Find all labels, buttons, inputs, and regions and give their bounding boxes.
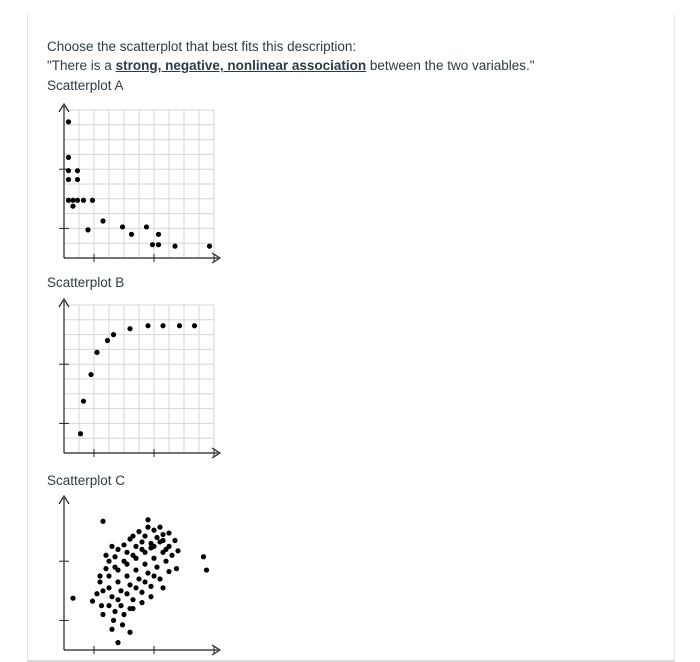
scatterplot-c[interactable]: [52, 495, 222, 660]
scatterplot-b[interactable]: [52, 295, 222, 465]
data-point: [129, 232, 134, 237]
data-point: [139, 600, 144, 605]
data-point: [142, 562, 147, 567]
data-point: [109, 627, 114, 632]
data-point: [157, 576, 162, 581]
data-point: [66, 155, 71, 160]
data-point: [169, 553, 174, 558]
data-point: [156, 242, 161, 247]
data-point: [154, 565, 159, 570]
question-prompt: Choose the scatterplot that best fits this description:: [47, 39, 357, 54]
data-point: [160, 323, 165, 328]
data-point: [175, 548, 180, 553]
data-point: [145, 517, 150, 522]
data-point: [100, 218, 105, 223]
data-point: [118, 603, 123, 608]
data-point: [97, 579, 102, 584]
data-point: [172, 538, 177, 543]
data-point: [192, 323, 197, 328]
data-point: [106, 585, 111, 590]
data-point: [124, 550, 129, 555]
data-point: [94, 591, 99, 596]
data-point: [163, 547, 168, 552]
data-point: [103, 566, 108, 571]
data-point: [121, 612, 126, 617]
data-point: [151, 556, 156, 561]
data-point: [151, 573, 156, 578]
data-point: [139, 547, 144, 552]
data-point: [75, 177, 80, 182]
data-point: [136, 576, 141, 581]
data-point: [115, 547, 120, 552]
data-point: [160, 538, 165, 543]
data-point: [127, 582, 132, 587]
data-point: [163, 559, 168, 564]
data-point: [70, 204, 75, 209]
data-point: [100, 519, 105, 524]
data-point: [139, 590, 144, 595]
data-point: [66, 198, 71, 203]
data-point: [109, 594, 114, 599]
data-point: [99, 603, 104, 608]
data-point: [145, 525, 150, 530]
data-point: [94, 350, 99, 355]
scatterplot-a[interactable]: [52, 100, 222, 270]
data-point: [160, 585, 165, 590]
description-suffix: between the two variables.": [366, 58, 535, 73]
data-point: [78, 431, 83, 436]
data-point: [172, 244, 177, 249]
data-point: [139, 539, 144, 544]
data-point: [112, 565, 117, 570]
option-label-b[interactable]: Scatterplot B: [47, 275, 125, 290]
data-point: [88, 372, 93, 377]
data-point: [133, 567, 138, 572]
data-point: [157, 525, 162, 530]
data-point: [115, 597, 120, 602]
data-point: [148, 584, 153, 589]
data-point: [100, 588, 105, 593]
data-point: [115, 640, 120, 645]
data-point: [105, 338, 110, 343]
data-point: [127, 536, 132, 541]
data-point: [142, 579, 147, 584]
data-point: [160, 532, 165, 537]
data-point: [112, 554, 117, 559]
option-label-a[interactable]: Scatterplot A: [47, 78, 124, 93]
data-point: [106, 559, 111, 564]
data-point: [142, 533, 147, 538]
data-point: [121, 559, 126, 564]
description-prefix: "There is a: [47, 58, 116, 73]
scatterplot-a-svg: [52, 100, 222, 270]
data-point: [66, 119, 71, 124]
data-point: [90, 198, 95, 203]
scatterplot-b-svg: [52, 295, 222, 465]
scatterplot-c-svg: [52, 495, 222, 660]
data-point: [121, 542, 126, 547]
data-point: [154, 535, 159, 540]
data-point: [75, 198, 80, 203]
data-point: [97, 573, 102, 578]
data-point: [106, 603, 111, 608]
data-point: [111, 332, 116, 337]
data-point: [115, 579, 120, 584]
data-point: [127, 630, 132, 635]
data-point: [174, 566, 179, 571]
option-label-c[interactable]: Scatterplot C: [47, 473, 126, 488]
question-description: [47, 57, 535, 75]
data-point: [120, 622, 125, 627]
data-point: [66, 177, 71, 182]
data-point: [130, 553, 135, 558]
data-point: [150, 242, 155, 247]
data-point: [103, 553, 108, 558]
data-point: [177, 323, 182, 328]
data-point: [111, 618, 116, 623]
data-point: [166, 530, 171, 535]
data-point: [81, 198, 86, 203]
data-point: [151, 528, 156, 533]
data-point: [148, 541, 153, 546]
data-point: [144, 224, 149, 229]
data-point: [148, 594, 153, 599]
data-point: [81, 399, 86, 404]
data-point: [166, 569, 171, 574]
data-point: [136, 529, 141, 534]
data-point: [133, 544, 138, 549]
data-point: [70, 596, 75, 601]
data-point: [133, 585, 138, 590]
data-point: [124, 573, 129, 578]
data-point: [75, 168, 80, 173]
data-point: [120, 224, 125, 229]
data-point: [70, 198, 75, 203]
data-point: [124, 591, 129, 596]
data-point: [204, 567, 209, 572]
data-point: [145, 323, 150, 328]
data-point: [109, 544, 114, 549]
data-point: [130, 606, 135, 611]
description-emphasis: strong, negative, nonlinear association: [115, 58, 367, 73]
data-point: [112, 609, 117, 614]
data-point: [85, 227, 90, 232]
data-point: [118, 588, 123, 593]
data-point: [156, 232, 161, 237]
data-point: [201, 554, 206, 559]
data-point: [106, 573, 111, 578]
data-point: [100, 612, 105, 617]
data-point: [207, 244, 212, 249]
data-point: [130, 597, 135, 602]
data-point: [90, 599, 95, 604]
data-point: [145, 570, 150, 575]
data-point: [66, 168, 71, 173]
data-point: [127, 326, 132, 331]
